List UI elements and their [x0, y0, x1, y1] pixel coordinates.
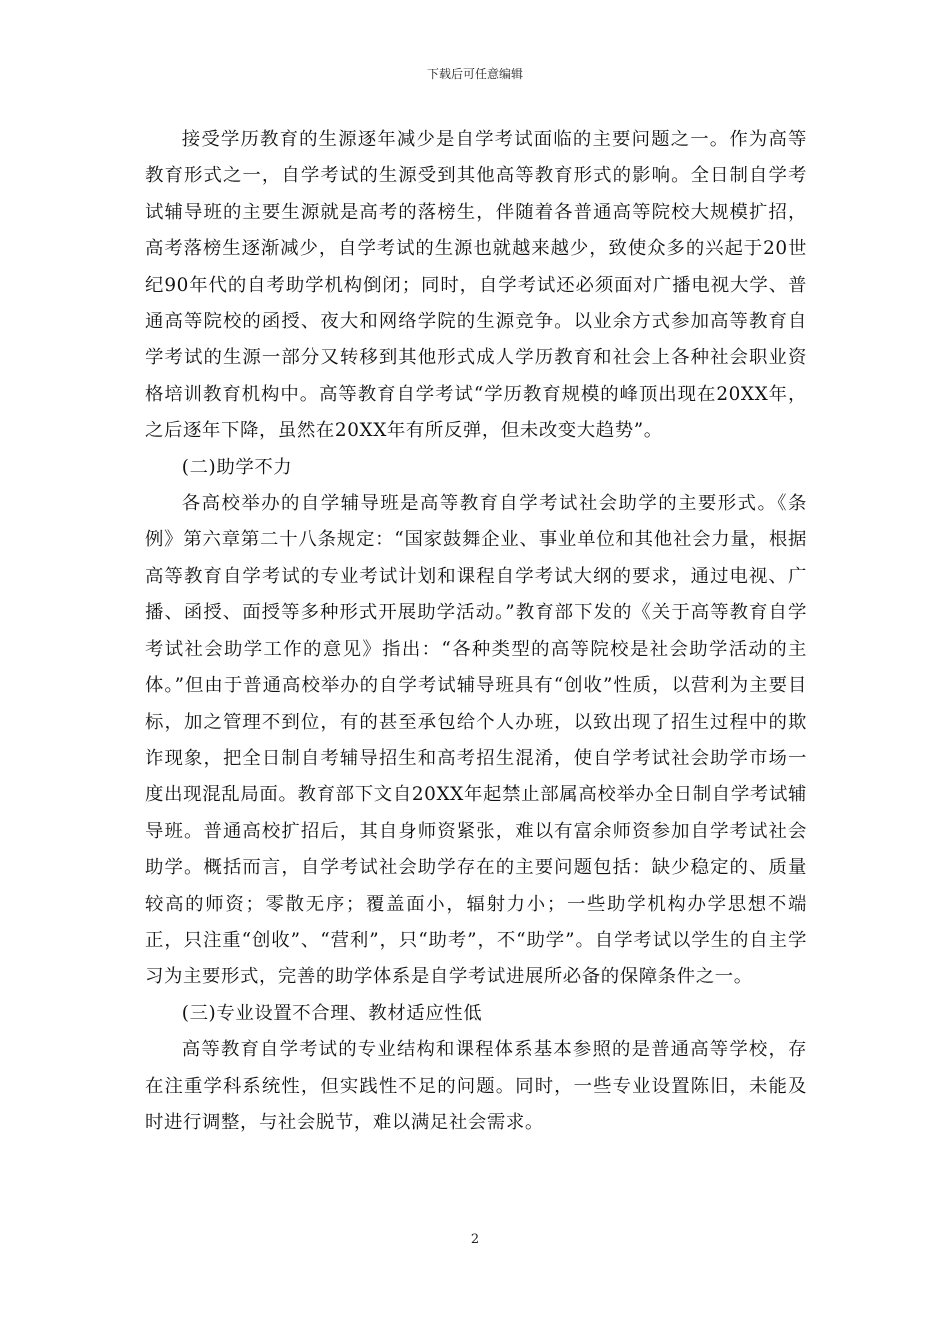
paragraph-student-source: 接受学历教育的生源逐年减少是自学考试面临的主要问题之一。作为高等教育形式之一，自学考试的生源受到其他高等教育形式的影响。全日制自学考试辅导班的主要生源就是高考的落榜生，伴随着各普通高等院校大规模扩招，高考落榜生逐渐减少，自学考试的生源也就越来越少，致使众多的兴起于20世纪90年代的自考助学机构倒闭；同时，自学考试还必须面对广播电视大学、普通高等院校的函授、夜大和网络学院的生源竞争。以业余方式参加高等教育自学考试的生源一部分又转移到其他形式成人学历教育和社会上各种社会职业资格培训教育机构中。高等教育自学考试“学历教育规模的峰顶出现在20XX年，之后逐年下降，虽然在20XX年有所反弹，但未改变大趋势”。 — [145, 129, 807, 442]
page-header: 下载后可任意编辑 — [426, 67, 523, 81]
page-number: 2 — [470, 1232, 480, 1247]
document-body — [145, 122, 807, 1141]
section-heading-assistance: (二)助学不力 — [181, 456, 293, 478]
paragraph-assistance: 各高校举办的自学辅导班是高等教育自学考试社会助学的主要形式。《条例》第六章第二十八条规定：“国家鼓舞企业、事业单位和其他社会力量，根据高等教育自学考试的专业考试计划和课程自学考试大纲的要求，通过电视、广播、函授、面授等多种形式开展助学活动。”教育部下发的《关于高等教育自学考试社会助学工作的意见》指出：“各种类型的高等院校是社会助学活动的主体。”但由于普通高校举办的自学考试辅导班具有“创收”性质，以营利为主要目标，加之管理不到位，有的甚至承包给个人办班，以致出现了招生过程中的欺诈现象，把全日制自考辅导招生和高考招生混淆，使自学考试社会助学市场一度出现混乱局面。教育部下文自20XX年起禁止部属高校举办全日制自学考试辅导班。普通高校扩招后，其自身师资紧张，难以有富余师资参加自学考试社会助学。概括而言，自学考试社会助学存在的主要问题包括：缺少稳定的、质量较高的师资；零散无序；覆盖面小，辐射力小；一些助学机构办学思想不端正，只注重“创收”、“营利”，只“助考”，不“助学”。自学考试以学生的自主学习为主要形式，完善的助学体系是自学考试进展所必备的保障条件之一。 — [145, 493, 807, 988]
paragraph-curriculum: 高等教育自学考试的专业结构和课程体系基本参照的是普通高等学校，存在注重学科系统性，但实践性不足的问题。同时，一些专业设置陈旧，未能及时进行调整，与社会脱节，难以满足社会需求。 — [145, 1039, 807, 1133]
section-heading-curriculum: (三)专业设置不合理、教材适应性低 — [181, 1002, 483, 1024]
